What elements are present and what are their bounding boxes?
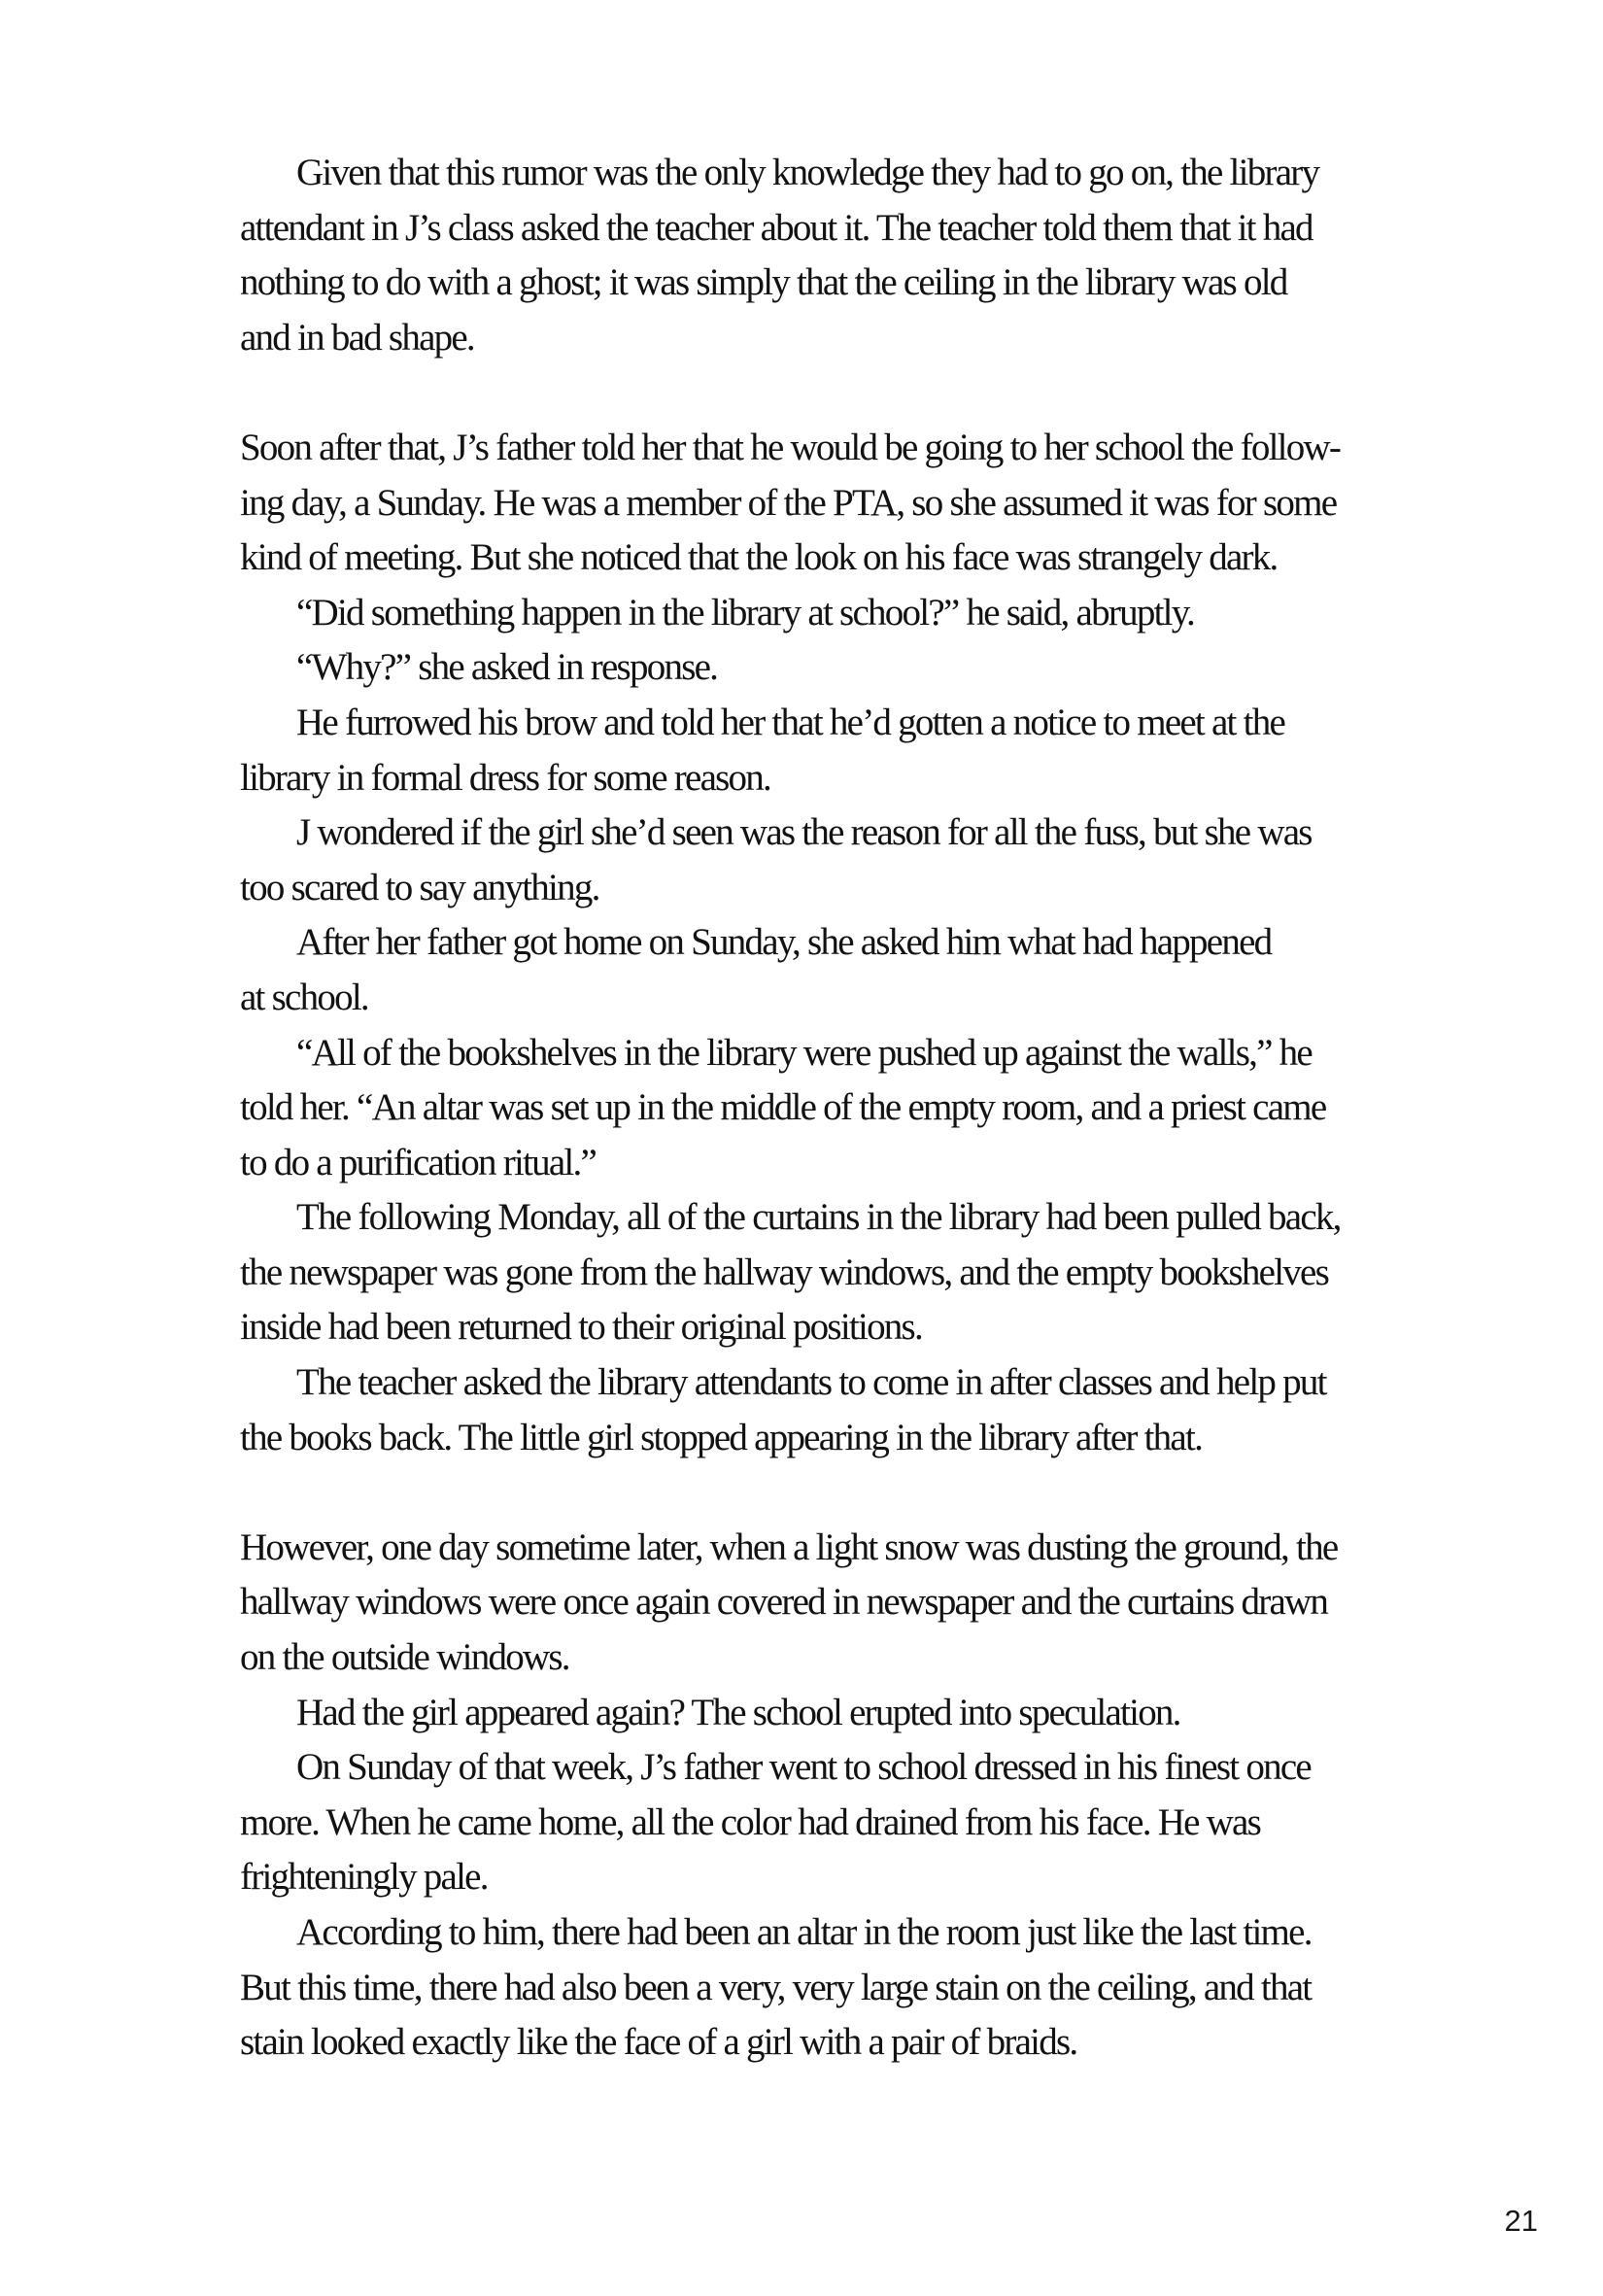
text-line: J wondered if the girl she’d seen was the reason for all the fuss, but she was	[296, 811, 1312, 854]
text-line: ing day, a Sunday. He was a member of the PTA, so she assumed it was for some	[240, 481, 1337, 524]
text-line: more. When he came home, all the color had drained from his face. He was	[240, 1800, 1261, 1843]
text-line: to do a purification ritual.”	[240, 1141, 597, 1183]
text-line: frighteningly pale.	[240, 1856, 488, 1899]
paragraph	[240, 915, 1466, 1025]
paragraph	[240, 1521, 1466, 1686]
text-line: stain looked exactly like the face of a girl with a pair of braids.	[240, 2021, 1077, 2064]
text-line: hallway windows were once again covered in newspaper and the curtains drawn	[240, 1581, 1328, 1624]
paragraph	[240, 1686, 1466, 1741]
text-line: However, one day sometime later, when a light snow was dusting the ground, the	[240, 1525, 1338, 1568]
paragraph	[240, 1355, 1466, 1465]
paragraph	[240, 586, 1466, 641]
paragraph	[240, 1190, 1466, 1355]
paragraph	[240, 1905, 1466, 2071]
paragraph	[240, 1026, 1466, 1191]
section-break	[240, 365, 1466, 421]
text-line: The following Monday, all of the curtains in the library had been pulled back,	[296, 1196, 1341, 1239]
text-line: Had the girl appeared again? The school erupted into speculation.	[296, 1691, 1180, 1733]
text-line: kind of meeting. But she noticed that the look on his face was strangely dark.	[240, 536, 1278, 579]
text-line: inside had been returned to their original positions.	[240, 1306, 922, 1349]
paragraph	[240, 146, 1466, 365]
text-line: told her. “An altar was set up in the middle of the empty room, and a priest came	[240, 1086, 1326, 1129]
paragraph	[240, 805, 1466, 915]
text-line: attendant in J’s class asked the teacher about it. The teacher told them that it had	[240, 206, 1313, 249]
text-line: and in bad shape.	[240, 316, 474, 359]
text-line: on the outside windows.	[240, 1636, 569, 1679]
text-line: “Why?” she asked in response.	[296, 646, 718, 689]
text-line: The teacher asked the library attendants to come in after classes and help put	[296, 1361, 1326, 1404]
paragraph	[240, 696, 1466, 805]
paragraph	[240, 421, 1466, 586]
section-break	[240, 1465, 1466, 1521]
text-line: at school.	[240, 976, 368, 1018]
text-line: “Did something happen in the library at school?” he said, abruptly.	[296, 591, 1194, 634]
text-line: On Sunday of that week, J’s father went to school dressed in his finest once	[296, 1746, 1311, 1789]
page-number: 21	[1504, 2204, 1538, 2238]
text-line: too scared to say anything.	[240, 866, 599, 908]
text-line: the books back. The little girl stopped appearing in the library after that.	[240, 1416, 1203, 1458]
text-line: After her father got home on Sunday, she asked him what had happened	[296, 921, 1272, 964]
paragraph	[240, 1740, 1466, 1905]
text-line: But this time, there had also been a very, very large stain on the ceiling, and that	[240, 1966, 1312, 2008]
text-line: According to him, there had been an altar in the room just like the last time.	[296, 1911, 1312, 1953]
text-line: library in formal dress for some reason.	[240, 756, 771, 799]
text-line: nothing to do with a ghost; it was simply that the ceiling in the library was old	[240, 261, 1287, 304]
text-line: “All of the bookshelves in the library were pushed up against the walls,” he	[296, 1031, 1312, 1074]
text-line: Given that this rumor was the only knowledge they had to go on, the library	[296, 152, 1319, 193]
text-line: the newspaper was gone from the hallway windows, and the empty bookshelves	[240, 1251, 1328, 1293]
body-text	[240, 146, 1466, 2071]
text-line: He furrowed his brow and told her that he’d gotten a notice to meet at the	[296, 701, 1285, 743]
text-line: Soon after that, J’s father told her that he would be going to her school the follow-	[240, 426, 1341, 468]
paragraph	[240, 640, 1466, 696]
